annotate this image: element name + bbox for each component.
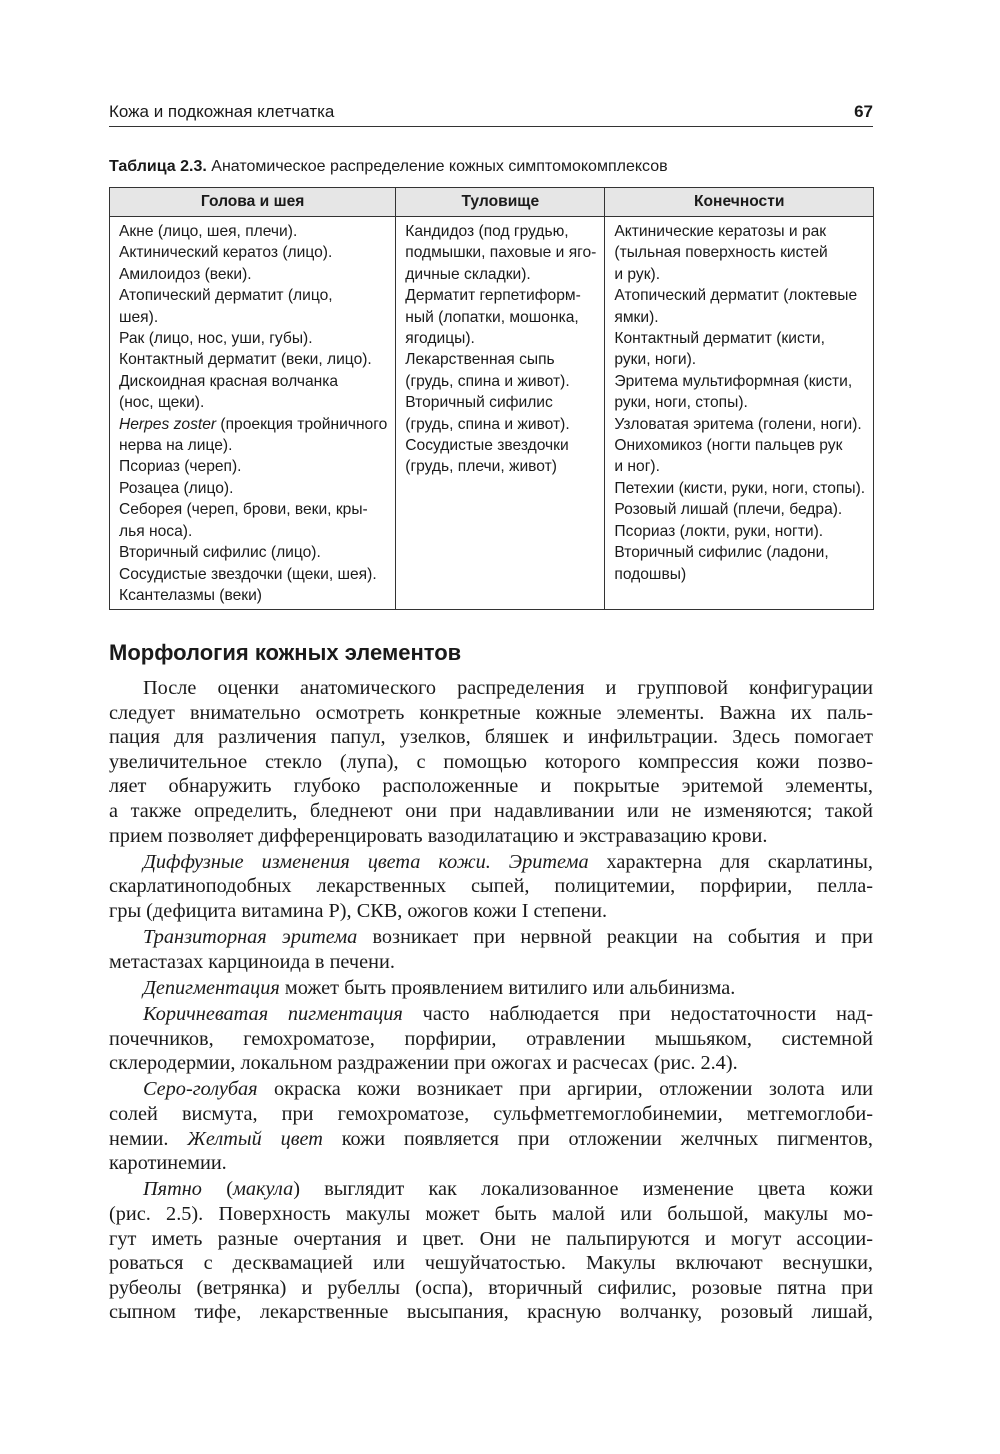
table-entry-line: Онихомикоз (ногти пальцев рук [614, 437, 843, 455]
table-cell-trunk [396, 217, 605, 610]
table-entry-line: Псориаз (локти, руки, ногти). [614, 522, 824, 540]
table-caption-text: Анатомическое распределение кожных симптомокомплексов [206, 158, 668, 175]
italic-term: Пятно [143, 1178, 202, 1201]
paragraph: После оценки анатомического распределения и групповой конфигурации следует внимательно осмотреть конкретные кожные элементы. Важна их паль- пация для различения папул, узелков, бляшек и инфильтрации. Здесь помогает увеличительное стекло (лупа), с помощью которого компрессия кожи позво- ляет обнаружить глубоко расположенные и покрытые эритемой элементы, а также определить, бледнеют они при надавливании или не изменяются; такой прием позволяет дифференцировать вазодилатацию и экстравазацию крови. [109, 677, 873, 847]
table-entry-line: (нос, щеки). [119, 394, 205, 412]
table-entry-line: (грудь, плечи, живот) [405, 458, 557, 476]
column-header-head-neck: Голова и шея [110, 188, 396, 217]
table-entry-line: Вторичный сифилис (ладони, [614, 544, 829, 562]
table-entry-line: нерва на лице). [119, 437, 233, 455]
page-number: 67 [854, 102, 873, 121]
table-entry-line: Дерматит герпетиформ- [405, 287, 581, 305]
table-entry-line: Псориаз (череп). [119, 458, 242, 476]
table-entry-line: Сосудистые звездочки [405, 437, 569, 455]
table-entry-line: ягодицы). [405, 330, 475, 348]
table-entry-line: руки, ноги, стопы). [614, 394, 748, 412]
table-entry-line: подошвы) [614, 565, 687, 583]
table-entry-line: Себорея (череп, брови, веки, кры- [119, 501, 368, 519]
italic-term: макула [232, 1178, 294, 1201]
table-entry-line: Актинический кератоз (лицо). [119, 244, 333, 262]
table-cell-head-neck [110, 217, 396, 610]
paragraph: Депигментация может быть проявлением витилиго или альбинизма. [143, 976, 736, 999]
table-entry-line: ный (лопатки, мошонка, [405, 308, 579, 326]
italic-term: Транзиторная эритема [143, 926, 358, 949]
table-entry-line: руки, ноги). [614, 351, 697, 369]
paragraph: Коричневатая пигментация часто наблюдается при недостаточности над- почечников, гемохроматозе, порфирии, отравлении мышьяком, системной склеродермии, локальном раздражении при ожогах и расчесах (рис. 2.4). [109, 1003, 874, 1075]
table-entry-line: Розовый лишай (плечи, бедра). [614, 501, 843, 519]
table-entry-line: Актинические кератозы и рак [614, 223, 827, 240]
table-entry-line: Вторичный сифилис (лицо). [119, 544, 321, 562]
column-header-limbs: Конечности [605, 188, 874, 217]
table-entry-line: Дискоидная красная волчанка [119, 372, 339, 390]
italic-term: Herpes zoster [119, 415, 217, 433]
table-entry-line: Кандидоз (под грудью, [405, 223, 569, 240]
table-entry-line: Петехии (кисти, руки, ноги, стопы). [614, 479, 866, 497]
table-entry-line: Акне (лицо, шея, плечи). [119, 223, 298, 240]
table-row [110, 217, 874, 610]
table-cell-limbs [605, 217, 874, 610]
table-entry-line: (грудь, спина и живот). [405, 415, 570, 433]
table-entry-line: лья носа). [119, 522, 193, 540]
table-entry-line: дичные складки). [405, 265, 531, 283]
running-title: Кожа и подкожная клетчатка [109, 102, 335, 121]
paragraph: Диффузные изменения цвета кожи. Эритема характерна для скарлатины, скарлатиноподобных лекарственных сыпей, полицитемии, порфирии, пелла- гры (дефицита витамина Р), СКВ, ожогов кожи I степени. [109, 850, 874, 922]
italic-term: Диффузные изменения цвета кожи. Эритема [143, 850, 589, 873]
table-entry-line: подмышки, паховые и яго- [405, 244, 597, 262]
section-title: Морфология кожных элементов [109, 640, 462, 665]
italic-term: Коричневатая пигментация [143, 1003, 403, 1026]
paragraph: Пятно (макула) выглядит как локализованное изменение цвета кожи (рис. 2.5). Поверхность макулы может быть малой или большой, макулы мо- гут иметь разные очертания и цвет. Они не пальпируются и могут ассоции- роваться с десквамацией или чешуйчатостью. Макулы включают веснушки, рубеолы (ветрянка) и рубеллы (оспа), вторичный сифилис, розовые пятна при сыпном тифе, лекарственные высыпания, красную волчанку, розовый лишай, [109, 1178, 874, 1324]
table-entry-line: Розацеа (лицо). [119, 479, 234, 497]
table-entry-line: Контактный дерматит (кисти, [614, 330, 825, 348]
table-entry-line: и ног). [614, 458, 660, 476]
table-entry-line: Атопический дерматит (лицо, [119, 287, 333, 305]
table-entry-line: ямки). [614, 308, 659, 326]
table-entry-line: Узловатая эритема (голени, ноги). [614, 415, 862, 433]
table-entry-line: шея). [119, 308, 159, 326]
table-entry-line: Эритема мультиформная (кисти, [614, 372, 853, 390]
table-entry-line: Рак (лицо, нос, уши, губы). [119, 330, 313, 348]
table-entry-line: и рук). [614, 265, 661, 283]
paragraph: Транзиторная эритема возникает при нервной реакции на события и при метастазах карциноида в печени. [109, 926, 873, 973]
table-entry-line: Амилоидоз (веки). [119, 265, 252, 283]
table-entry-line: Ксантелазмы (веки) [119, 586, 262, 604]
table-entry-line: Атопический дерматит (локтевые [614, 287, 858, 305]
italic-term: Серо-голубая [143, 1078, 258, 1101]
table-caption-label: Таблица 2.3. [109, 158, 207, 175]
table-entry-line: (тыльная поверхность кистей [614, 244, 828, 262]
table-entry-line: Herpes zoster (проекция тройничного [119, 415, 388, 433]
table-entry-line: Лекарственная сыпь [405, 351, 555, 369]
running-header [109, 100, 873, 127]
table-entry-line: Контактный дерматит (веки, лицо). [119, 351, 372, 369]
table-header-row [110, 188, 874, 217]
italic-term: Депигментация [143, 976, 280, 999]
italic-term: Желтый цвет [187, 1127, 323, 1150]
table-entry-line: Вторичный сифилис [405, 394, 553, 412]
table-entry-line: Сосудистые звездочки (щеки, шея). [119, 565, 377, 583]
column-header-trunk: Туловище [396, 188, 605, 217]
table-entry-line: (грудь, спина и живот). [405, 372, 570, 390]
symptom-table [109, 187, 874, 610]
table-caption [109, 158, 873, 176]
body-text [109, 676, 873, 1327]
paragraph: Серо-голубая окраска кожи возникает при аргирии, отложении золота или солей висмута, при гемохроматозе, сульфметгемоглобинемии, метгемоглоби- немии. Желтый цвет кожи появляется при отложении желчных пигментов, каротинемии. [109, 1078, 873, 1175]
